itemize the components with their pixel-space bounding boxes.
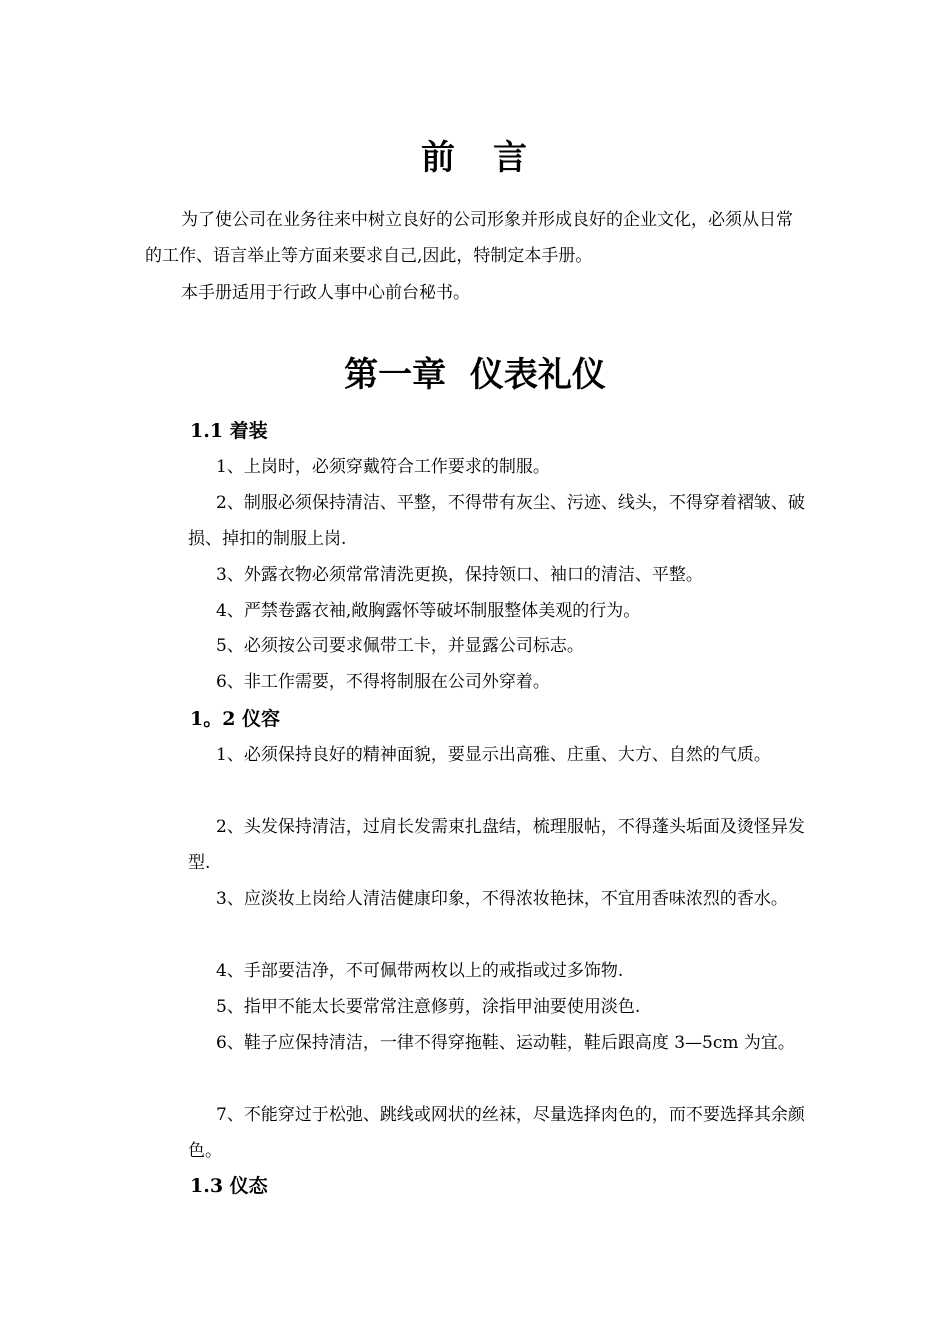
list-item: 2、头发保持清洁，过肩长发需束扎盘结，梳理服帖，不得蓬头垢面及烫怪异发型. [188,817,805,873]
preface-paragraph: 为了使公司在业务往来中树立良好的公司形象并形成良好的企业文化，必须从日常的工作、语言举止等方面来要求自己,因此，特制定本手册。 [145,210,793,266]
preface-paragraph: 本手册适用于行政人事中心前台秘书。 [181,283,470,303]
list-item: 5、必须按公司要求佩带工卡，并显露公司标志。 [216,636,584,656]
section-title: 1.1 着装 [190,420,268,442]
list-item: 6、非工作需要，不得将制服在公司外穿着。 [216,672,550,692]
list-item: 6、鞋子应保持清洁，一律不得穿拖鞋、运动鞋，鞋后跟高度 3—5cm 为宜。 [216,1033,795,1053]
list-item: 5、指甲不能太长要常常注意修剪，涂指甲油要使用淡色. [216,997,641,1017]
chapter-title: 第一章 仪表礼仪 [344,355,606,395]
section-title: 1。2 仪容 [190,708,281,730]
preface-title: 前 言 [421,138,529,178]
list-item: 1、必须保持良好的精神面貌，要显示出高雅、庄重、大方、自然的气质。 [216,745,771,765]
section-title: 1.3 仪态 [190,1175,268,1197]
list-item: 7、不能穿过于松弛、跳线或网状的丝袜，尽量选择肉色的，而不要选择其余颜色。 [188,1105,805,1161]
list-item: 4、手部要洁净，不可佩带两枚以上的戒指或过多饰物. [216,961,624,981]
list-item: 3、应淡妆上岗给人清洁健康印象，不得浓妆艳抹，不宜用香味浓烈的香水。 [216,889,788,909]
list-item: 2、制服必须保持清洁、平整，不得带有灰尘、污迹、线头，不得穿着褶皱、破损、掉扣的制服上岗. [188,493,805,549]
list-item: 3、外露衣物必须常常清洗更换，保持领口、袖口的清洁、平整。 [216,565,703,585]
list-item: 4、严禁卷露衣袖,敞胸露怀等破坏制服整体美观的行为。 [216,601,641,621]
list-item: 1、上岗时，必须穿戴符合工作要求的制服。 [216,457,550,477]
